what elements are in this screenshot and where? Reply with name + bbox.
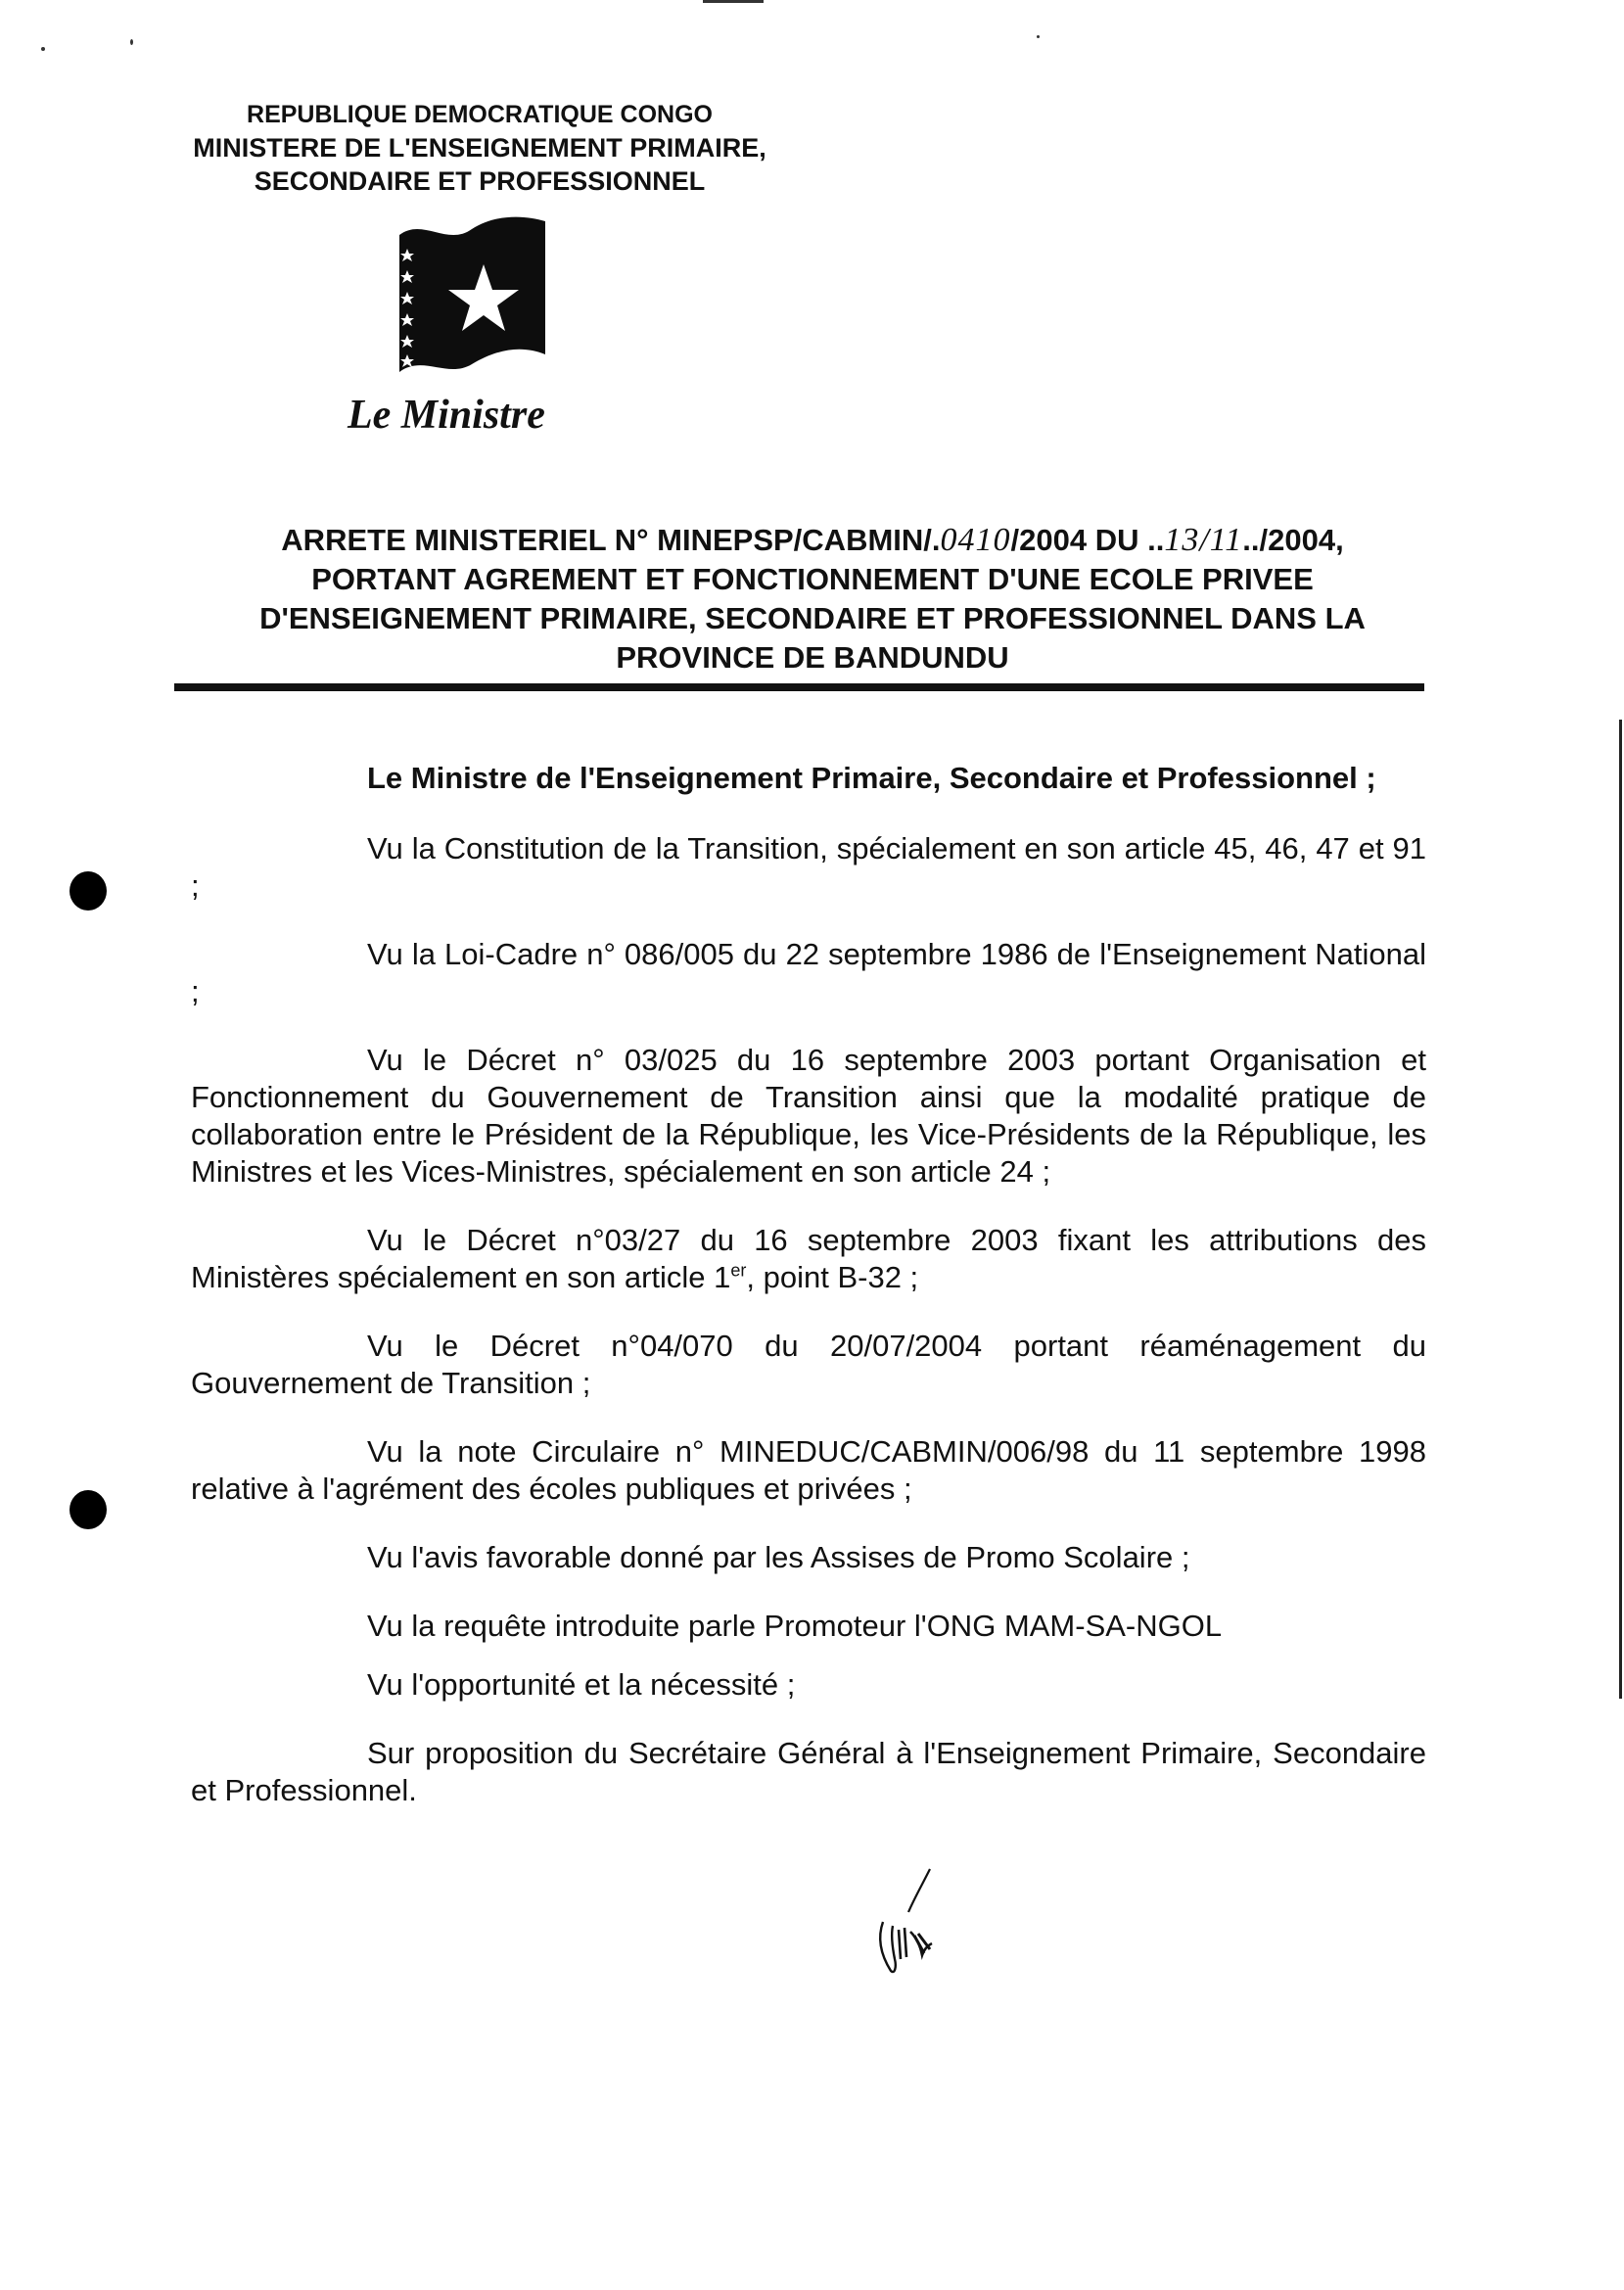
decret-attributions-tail: , point B-32 ; bbox=[746, 1260, 919, 1294]
circulaire-paragraph: Vu la note Circulaire n° MINEDUC/CABMIN/006/98 du 11 septembre 1998 relative à l'agrément des écoles publiques et privées ; bbox=[191, 1434, 1426, 1506]
letterhead-ministry: MINISTERE DE L'ENSEIGNEMENT PRIMAIRE, bbox=[193, 133, 766, 163]
decree-title-line1 bbox=[176, 521, 1449, 560]
punch-hole-top bbox=[70, 871, 107, 911]
scan-speck bbox=[130, 39, 133, 45]
decret-organisation-paragraph: Vu le Décret n° 03/025 du 16 septembre 2003 portant Organisation et Fonctionnement du Gouvernement de Transition ainsi que la modalité pratique de collaboration entre le Président de la République, les Vice-Présidents de la République, les Ministres et les Vices-Ministres, spécialement en son article 24 ; bbox=[191, 1043, 1426, 1189]
decret-attributions-text: Vu le Décret n°03/27 du 16 septembre 2003 fixant les attributions des Ministères spécialement en son article 1 bbox=[191, 1223, 1426, 1294]
constitution-paragraph: Vu la Constitution de la Transition, spécialement en son article 45, 46, 47 et 91 ; bbox=[191, 831, 1426, 903]
decree-title-suffix: ../2004, bbox=[1242, 523, 1344, 557]
title-divider bbox=[174, 683, 1424, 691]
minister-signature-title: Le Ministre bbox=[348, 393, 545, 438]
decret-attributions-sup: er bbox=[730, 1260, 747, 1281]
decree-title-prefix: ARRETE MINISTERIEL N° MINEPSP/CABMIN/. bbox=[281, 523, 941, 557]
proposition-paragraph: Sur proposition du Secrétaire Général à l'Enseignement Primaire, Secondaire et Professionnel. bbox=[191, 1736, 1426, 1807]
intro-paragraph: Le Ministre de l'Enseignement Primaire, Secondaire et Professionnel ; bbox=[367, 761, 1376, 795]
decree-title-line2: PORTANT AGREMENT ET FONCTIONNEMENT D'UNE ECOLE PRIVEE bbox=[311, 562, 1314, 596]
decree-title bbox=[176, 521, 1449, 678]
opportunite-paragraph: Vu l'opportunité et la nécessité ; bbox=[367, 1667, 796, 1702]
flag-star-emblem-icon bbox=[394, 208, 550, 384]
punch-hole-bottom bbox=[70, 1490, 107, 1529]
scan-speck bbox=[1037, 35, 1040, 38]
letterhead-ministry-cont: SECONDAIRE ET PROFESSIONNEL bbox=[254, 166, 706, 196]
scan-mark bbox=[703, 0, 764, 3]
decree-title-middle: /2004 DU .. bbox=[1010, 523, 1165, 557]
decree-body bbox=[191, 760, 1426, 1841]
decree-title-line3: D'ENSEIGNEMENT PRIMAIRE, SECONDAIRE ET PROFESSIONNEL DANS LA bbox=[259, 601, 1366, 635]
loi-cadre-paragraph: Vu la Loi-Cadre n° 086/005 du 22 septembre 1986 de l'Enseignement National ; bbox=[191, 937, 1426, 1008]
scan-edge-line bbox=[1619, 720, 1622, 1699]
decret-attributions-paragraph bbox=[191, 1222, 1426, 1296]
handwritten-initials-icon bbox=[871, 1865, 959, 1987]
decree-number-handwritten: 0410 bbox=[940, 522, 1011, 558]
decree-title-line4: PROVINCE DE BANDUNDU bbox=[616, 640, 1009, 675]
decree-date-handwritten: 13/11 bbox=[1164, 522, 1243, 558]
decret-reamenagement-paragraph: Vu le Décret n°04/070 du 20/07/2004 portant réaménagement du Gouvernement de Transition ; bbox=[191, 1329, 1426, 1400]
letterhead bbox=[147, 98, 812, 198]
scan-speck bbox=[41, 47, 45, 51]
letterhead-country: REPUBLIQUE DEMOCRATIQUE CONGO bbox=[247, 101, 713, 128]
avis-paragraph: Vu l'avis favorable donné par les Assises de Promo Scolaire ; bbox=[367, 1540, 1190, 1574]
requete-paragraph: Vu la requête introduite parle Promoteur l'ONG MAM-SA-NGOL bbox=[367, 1609, 1223, 1643]
